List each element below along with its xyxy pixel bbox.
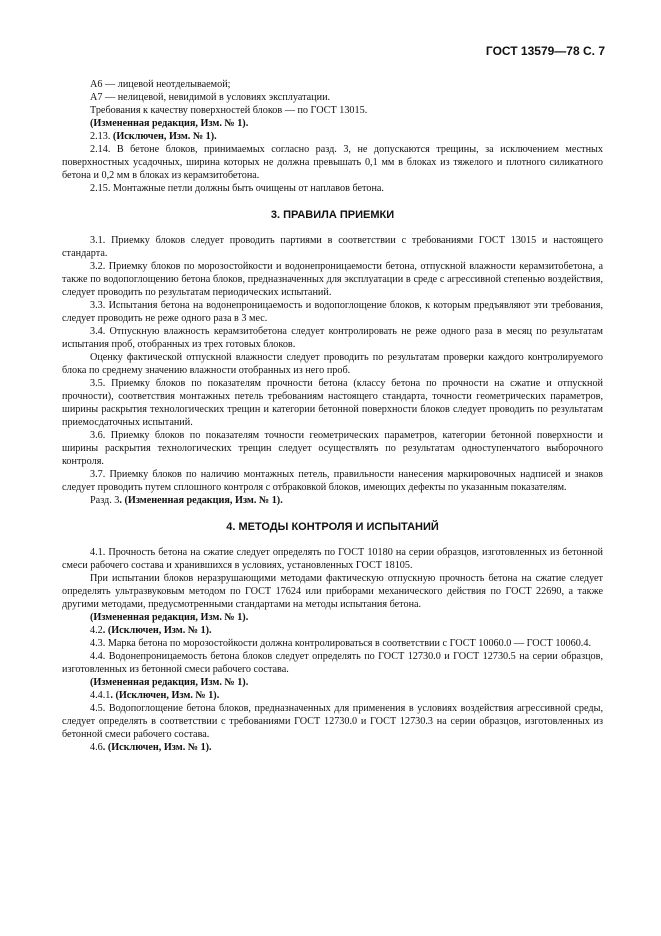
clause-3-5: 3.5. Приемку блоков по показателям прочности бетона (классу бетона по прочности на сжатие и отпускной прочности), соответствия монтажных петель требованиям настоящего стандарта, точности геометрических параметров, ширины раскрытия технологических трещин и категории бетонной поверхности блоков следует проводить по результатам приемосдаточных испытаний. bbox=[62, 378, 603, 428]
clause-3-1: 3.1. Приемку блоков следует проводить партиями в соответствии с требованиями ГОСТ 13015 и настоящего стандарта. bbox=[62, 235, 603, 259]
paragraph-a6: А6 — лицевой неотделываемой; bbox=[90, 79, 231, 90]
clause-4-3: 4.3. Марка бетона по морозостойкости должна контролироваться в соответствии с ГОСТ 10060.0 — ГОСТ 10060.4. bbox=[90, 638, 591, 649]
revision-note: (Измененная редакция, Изм. № 1). bbox=[90, 677, 249, 688]
clause-number: 2.13. bbox=[90, 131, 111, 142]
clause-4-4: 4.4. Водонепроницаемость бетона блоков следует определять по ГОСТ 12730.0 и ГОСТ 12730.5 на серии образцов, изготовленных из бетонной смеси рабочего состава. bbox=[62, 651, 603, 675]
clause-3-2: 3.2. Приемку блоков по морозостойкости и водонепроницаемости бетона, отпускной влажности керамзитобетона, а также по водопоглощению бетона блоков, предназначенных для эксплуатации в среде с агрессивной степенью воздействия, следует проводить по результатам периодических испытаний. bbox=[62, 261, 603, 298]
revision-note: (Измененная редакция, Изм. № 1). bbox=[90, 118, 249, 129]
clause-number: 4.2 bbox=[90, 625, 103, 636]
clause-3-7: 3.7. Приемку блоков по наличию монтажных петель, правильности нанесения маркировочных надписей и знаков следует проводить путем сплошного контроля с отбраковкой блоков, имеющих дефекты по указанным показателям. bbox=[62, 469, 603, 493]
clause-note: . (Исключен, Изм. № 1). bbox=[110, 690, 220, 701]
clause-4-2 bbox=[62, 624, 603, 637]
paragraph-surface-requirements: Требования к качеству поверхностей блоков — по ГОСТ 13015. bbox=[90, 105, 368, 116]
revision-note: . (Измененная редакция, Изм. № 1). bbox=[119, 495, 283, 506]
clause-2-15: 2.15. Монтажные петли должны быть очищены от наплавов бетона. bbox=[90, 183, 384, 194]
paragraph-a7: А7 — нелицевой, невидимой в условиях эксплуатации. bbox=[90, 92, 331, 103]
clause-4-5: 4.5. Водопоглощение бетона блоков, предназначенных для применения в условиях воздействия агрессивной среды, следует определять в соответствии с требованиями ГОСТ 12730.0 и ГОСТ 12730.3 на серии образцов, изготовленных из бетонной смеси рабочего состава. bbox=[62, 703, 603, 740]
clause-note: . (Исключен, Изм. № 1). bbox=[102, 742, 212, 753]
clause-3-4-continued: Оценку фактической отпускной влажности следует проводить по результатам проверки каждого контролируемого блока по среднему значению влажности отобранных из него проб. bbox=[62, 352, 603, 376]
section-ref: Разд. 3 bbox=[90, 495, 120, 506]
page-content bbox=[62, 78, 603, 754]
page-header: ГОСТ 13579—78 С. 7 bbox=[485, 44, 605, 58]
clause-4-1-continued: При испытании блоков неразрушающими методами фактическую отпускную прочность бетона на сжатие следует определять ультразвуковым методом по ГОСТ 17624 или приборами механического действия по ГОСТ 22690, а также другими методами, предусмотренными стандартами на методы испытания бетона. bbox=[62, 573, 603, 610]
clause-3-4: 3.4. Отпускную влажность керамзитобетона следует контролировать не реже одного раза в месяц по результатам испытания проб, отобранных из трех готовых блоков. bbox=[62, 326, 603, 350]
clause-note: . (Исключен, Изм. № 1). bbox=[102, 625, 212, 636]
clause-4-4-1 bbox=[62, 689, 603, 702]
section-4-title: 4. МЕТОДЫ КОНТРОЛЯ И ИСПЫТАНИЙ bbox=[226, 521, 439, 533]
section-3-title: 3. ПРАВИЛА ПРИЕМКИ bbox=[270, 209, 395, 221]
section-3-revision-note bbox=[62, 494, 603, 507]
revision-note: (Измененная редакция, Изм. № 1). bbox=[90, 612, 249, 623]
clause-4-1: 4.1. Прочность бетона на сжатие следует определять по ГОСТ 10180 на серии образцов, изготовленных из бетонной смеси рабочего состава и хранившихся в условиях, установленных ГОСТ 18105. bbox=[62, 547, 603, 571]
clause-4-6 bbox=[62, 741, 603, 754]
clause-note: (Исключен, Изм. № 1). bbox=[110, 131, 217, 142]
clause-2-14: 2.14. В бетоне блоков, принимаемых согласно разд. 3, не допускаются трещины, за исключением местных поверхностных усадочных, ширина которых не должна превышать 0,1 мм в блоках из тяжелого и плотного силикатного бетона и 0,2 мм в блоках из керамзитобетона. bbox=[62, 144, 603, 181]
clause-3-6: 3.6. Приемку блоков по показателям точности геометрических параметров, категории бетонной поверхности и ширины раскрытия технологических трещин следует осуществлять по результатам одноступенчатого выборочного контроля. bbox=[62, 430, 603, 467]
clause-number: 4.4.1 bbox=[90, 690, 111, 701]
clause-2-13 bbox=[62, 130, 603, 143]
clause-number: 4.6 bbox=[90, 742, 103, 753]
clause-3-3: 3.3. Испытания бетона на водонепроницаемость и водопоглощение блоков, к которым предъявляют эти требования, следует проводить не реже одного раза в 3 мес. bbox=[62, 300, 603, 324]
